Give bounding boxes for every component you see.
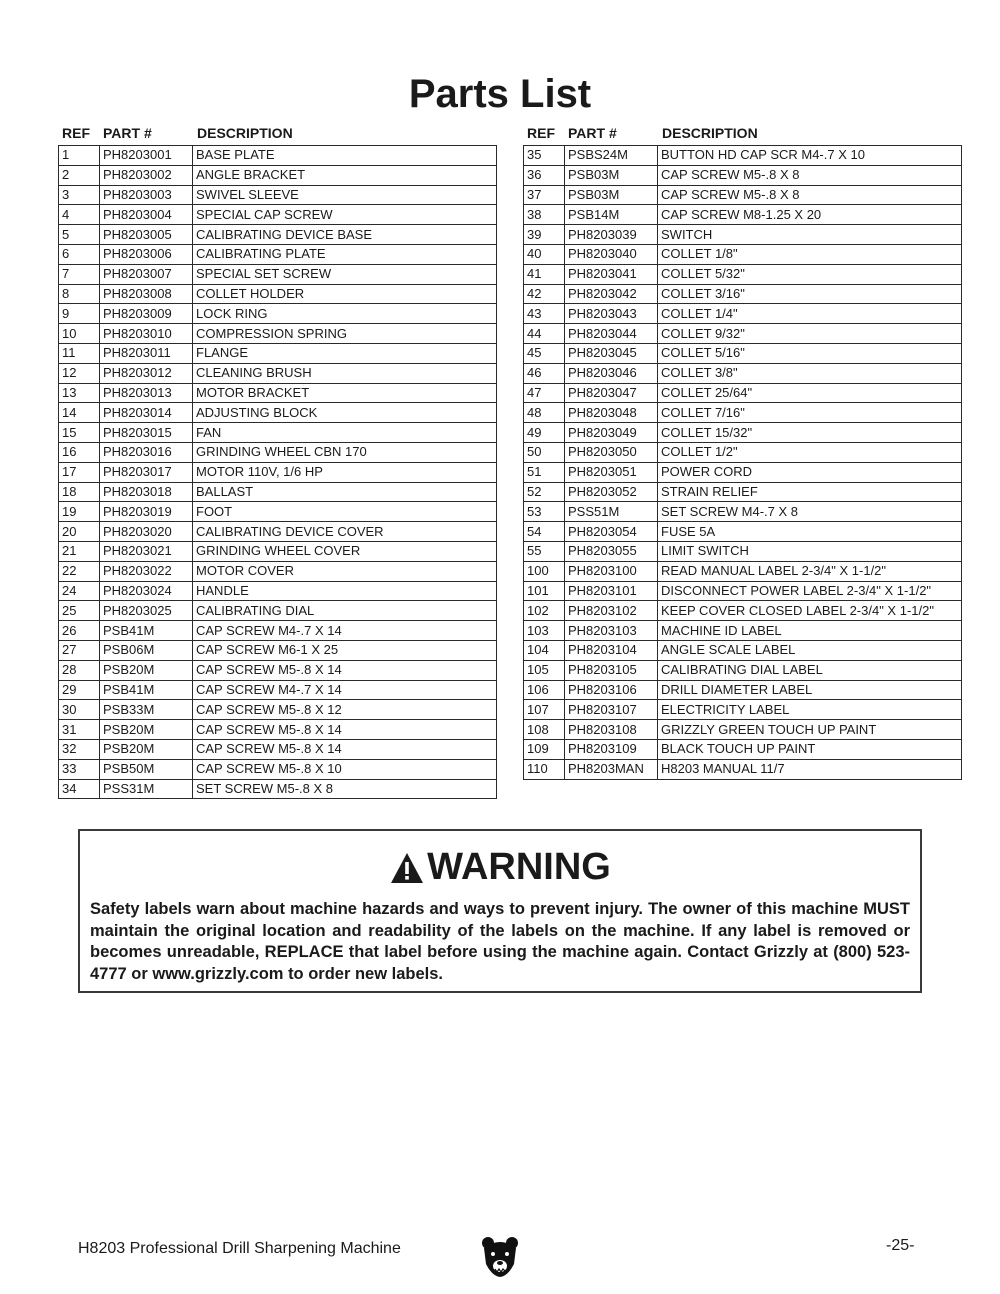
ref-cell: 12 [59, 363, 100, 383]
part-number-cell: PH8203016 [100, 442, 193, 462]
table-row [524, 462, 962, 482]
part-number-cell: PSS51M [565, 502, 658, 522]
ref-cell: 29 [59, 680, 100, 700]
part-number-cell: PH8203003 [100, 185, 193, 205]
part-number-cell: PH8203010 [100, 324, 193, 344]
description-cell: ELECTRICITY LABEL [658, 700, 962, 720]
table-row [59, 383, 497, 403]
ref-cell: 43 [524, 304, 565, 324]
description-cell: SET SCREW M5-.8 X 8 [193, 779, 497, 799]
table-row [59, 502, 497, 522]
table-row [59, 462, 497, 482]
ref-cell: 41 [524, 264, 565, 284]
table-row [59, 680, 497, 700]
table-row [524, 185, 962, 205]
description-cell: HANDLE [193, 581, 497, 601]
part-number-cell: PH8203008 [100, 284, 193, 304]
header-ref: REF [62, 125, 90, 141]
table-row [524, 442, 962, 462]
part-number-cell: PH8203019 [100, 502, 193, 522]
ref-cell: 36 [524, 165, 565, 185]
description-cell: READ MANUAL LABEL 2-3/4" X 1-1/2" [658, 561, 962, 581]
description-cell: CAP SCREW M5-.8 X 14 [193, 660, 497, 680]
ref-cell: 8 [59, 284, 100, 304]
ref-cell: 2 [59, 165, 100, 185]
description-cell: CALIBRATING DIAL LABEL [658, 660, 962, 680]
table-row [59, 343, 497, 363]
description-cell: BLACK TOUCH UP PAINT [658, 739, 962, 759]
ref-cell: 32 [59, 739, 100, 759]
part-number-cell: PSBS24M [565, 146, 658, 166]
ref-cell: 27 [59, 640, 100, 660]
part-number-cell: PH8203109 [565, 739, 658, 759]
table-row [524, 482, 962, 502]
table-row [59, 640, 497, 660]
ref-cell: 7 [59, 264, 100, 284]
ref-cell: 30 [59, 700, 100, 720]
table-header [523, 123, 962, 145]
description-cell: CAP SCREW M8-1.25 X 20 [658, 205, 962, 225]
table-row [524, 660, 962, 680]
table-row [59, 146, 497, 166]
description-cell: LOCK RING [193, 304, 497, 324]
part-number-cell: PH8203106 [565, 680, 658, 700]
part-number-cell: PH8203004 [100, 205, 193, 225]
ref-cell: 107 [524, 700, 565, 720]
part-number-cell: PH8203007 [100, 264, 193, 284]
table-row [524, 403, 962, 423]
part-number-cell: PH8203105 [565, 660, 658, 680]
description-cell: COLLET 1/2" [658, 442, 962, 462]
part-number-cell: PSB20M [100, 660, 193, 680]
description-cell: BASE PLATE [193, 146, 497, 166]
parts-table-left [58, 123, 497, 799]
part-number-cell: PH8203022 [100, 561, 193, 581]
description-cell: CAP SCREW M5-.8 X 8 [658, 185, 962, 205]
part-number-cell: PSB41M [100, 621, 193, 641]
grizzly-bear-logo-icon [480, 1236, 520, 1283]
description-cell: STRAIN RELIEF [658, 482, 962, 502]
table-row [524, 720, 962, 740]
table-row [59, 621, 497, 641]
ref-cell: 103 [524, 621, 565, 641]
page-number: -25- [886, 1237, 915, 1254]
page-title: Parts List [408, 72, 592, 116]
description-cell: DRILL DIAMETER LABEL [658, 680, 962, 700]
part-number-cell: PSB41M [100, 680, 193, 700]
description-cell: MOTOR COVER [193, 561, 497, 581]
description-cell: COLLET 25/64" [658, 383, 962, 403]
part-number-cell: PH8203MAN [565, 759, 658, 779]
table-row [59, 165, 497, 185]
ref-cell: 31 [59, 720, 100, 740]
description-cell: COLLET 3/16" [658, 284, 962, 304]
description-cell: CAP SCREW M5-.8 X 12 [193, 700, 497, 720]
description-cell: MOTOR BRACKET [193, 383, 497, 403]
table-row [59, 304, 497, 324]
description-cell: KEEP COVER CLOSED LABEL 2-3/4" X 1-1/2" [658, 601, 962, 621]
table-row [524, 225, 962, 245]
ref-cell: 38 [524, 205, 565, 225]
part-number-cell: PH8203042 [565, 284, 658, 304]
description-cell: COLLET 5/32" [658, 264, 962, 284]
description-cell: BUTTON HD CAP SCR M4-.7 X 10 [658, 146, 962, 166]
footer-manual-title: H8203 Professional Drill Sharpening Machine [78, 1240, 401, 1257]
warning-text: Safety labels warn about machine hazards and ways to prevent injury. The owner of this machine MUST maintain the original location and readability of the labels on the machine. If any label is removed or becomes unreadable, REPLACE that label before using the machine again. Contact Grizzly at (800) 523-4777 or www.grizzly.com to order new labels. [90, 900, 910, 983]
description-cell: FAN [193, 423, 497, 443]
table-row [524, 541, 962, 561]
ref-cell: 49 [524, 423, 565, 443]
part-number-cell: PH8203006 [100, 244, 193, 264]
warning-triangle-icon [389, 851, 425, 885]
ref-cell: 106 [524, 680, 565, 700]
table-row [59, 225, 497, 245]
table-row [59, 244, 497, 264]
table-row [524, 621, 962, 641]
part-number-cell: PH8203013 [100, 383, 193, 403]
table-row [524, 522, 962, 542]
ref-cell: 33 [59, 759, 100, 779]
description-cell: CAP SCREW M4-.7 X 14 [193, 621, 497, 641]
table-row [524, 680, 962, 700]
header-ref: REF [527, 125, 555, 141]
ref-cell: 3 [59, 185, 100, 205]
description-cell: CAP SCREW M5-.8 X 10 [193, 759, 497, 779]
table-row [59, 185, 497, 205]
part-number-cell: PSB20M [100, 720, 193, 740]
table-row [524, 561, 962, 581]
ref-cell: 13 [59, 383, 100, 403]
table-row [524, 264, 962, 284]
header-description: DESCRIPTION [197, 125, 293, 141]
part-number-cell: PH8203043 [565, 304, 658, 324]
description-cell: LIMIT SWITCH [658, 541, 962, 561]
part-number-cell: PH8203011 [100, 343, 193, 363]
description-cell: COLLET 1/4" [658, 304, 962, 324]
description-cell: COLLET 5/16" [658, 343, 962, 363]
description-cell: COLLET 7/16" [658, 403, 962, 423]
ref-cell: 40 [524, 244, 565, 264]
description-cell: COLLET 9/32" [658, 324, 962, 344]
part-number-cell: PH8203041 [565, 264, 658, 284]
description-cell: CAP SCREW M5-.8 X 14 [193, 720, 497, 740]
description-cell: ANGLE SCALE LABEL [658, 640, 962, 660]
part-number-cell: PH8203101 [565, 581, 658, 601]
part-number-cell: PH8203018 [100, 482, 193, 502]
table-row [59, 522, 497, 542]
ref-cell: 4 [59, 205, 100, 225]
table-row [59, 581, 497, 601]
table-row [59, 561, 497, 581]
description-cell: ADJUSTING BLOCK [193, 403, 497, 423]
ref-cell: 10 [59, 324, 100, 344]
description-cell: CALIBRATING PLATE [193, 244, 497, 264]
part-number-cell: PH8203046 [565, 363, 658, 383]
ref-cell: 51 [524, 462, 565, 482]
part-number-cell: PH8203024 [100, 581, 193, 601]
part-number-cell: PH8203104 [565, 640, 658, 660]
ref-cell: 17 [59, 462, 100, 482]
part-number-cell: PH8203021 [100, 541, 193, 561]
table-row [524, 423, 962, 443]
ref-cell: 104 [524, 640, 565, 660]
ref-cell: 16 [59, 442, 100, 462]
ref-cell: 19 [59, 502, 100, 522]
ref-cell: 14 [59, 403, 100, 423]
description-cell: SWITCH [658, 225, 962, 245]
ref-cell: 6 [59, 244, 100, 264]
ref-cell: 45 [524, 343, 565, 363]
description-cell: CAP SCREW M5-.8 X 8 [658, 165, 962, 185]
table-row [59, 324, 497, 344]
table-row [524, 739, 962, 759]
ref-cell: 52 [524, 482, 565, 502]
part-number-cell: PH8203054 [565, 522, 658, 542]
table-row [524, 284, 962, 304]
parts-table-right [523, 123, 962, 780]
table-row [59, 660, 497, 680]
table-row [59, 541, 497, 561]
ref-cell: 18 [59, 482, 100, 502]
part-number-cell: PH8203103 [565, 621, 658, 641]
table-row [524, 244, 962, 264]
description-cell: CALIBRATING DEVICE COVER [193, 522, 497, 542]
part-number-cell: PH8203051 [565, 462, 658, 482]
ref-cell: 1 [59, 146, 100, 166]
table-row [59, 601, 497, 621]
part-number-cell: PH8203015 [100, 423, 193, 443]
ref-cell: 42 [524, 284, 565, 304]
ref-cell: 11 [59, 343, 100, 363]
table-row [59, 442, 497, 462]
part-number-cell: PH8203012 [100, 363, 193, 383]
description-cell: H8203 MANUAL 11/7 [658, 759, 962, 779]
description-cell: DISCONNECT POWER LABEL 2-3/4" X 1-1/2" [658, 581, 962, 601]
description-cell: MACHINE ID LABEL [658, 621, 962, 641]
part-number-cell: PH8203049 [565, 423, 658, 443]
table-row [524, 146, 962, 166]
table-row [59, 423, 497, 443]
table-row [59, 403, 497, 423]
ref-cell: 55 [524, 541, 565, 561]
description-cell: BALLAST [193, 482, 497, 502]
description-cell: POWER CORD [658, 462, 962, 482]
description-cell: FOOT [193, 502, 497, 522]
description-cell: CLEANING BRUSH [193, 363, 497, 383]
table-row [59, 759, 497, 779]
ref-cell: 9 [59, 304, 100, 324]
part-number-cell: PSB03M [565, 185, 658, 205]
ref-cell: 108 [524, 720, 565, 740]
ref-cell: 15 [59, 423, 100, 443]
table-row [524, 700, 962, 720]
part-number-cell: PH8203001 [100, 146, 193, 166]
description-cell: GRINDING WHEEL COVER [193, 541, 497, 561]
description-cell: CAP SCREW M6-1 X 25 [193, 640, 497, 660]
part-number-cell: PH8203048 [565, 403, 658, 423]
ref-cell: 34 [59, 779, 100, 799]
part-number-cell: PH8203005 [100, 225, 193, 245]
description-cell: FUSE 5A [658, 522, 962, 542]
part-number-cell: PH8203009 [100, 304, 193, 324]
ref-cell: 39 [524, 225, 565, 245]
table-row [59, 720, 497, 740]
table-row [524, 165, 962, 185]
part-number-cell: PH8203045 [565, 343, 658, 363]
part-number-cell: PSB33M [100, 700, 193, 720]
ref-cell: 110 [524, 759, 565, 779]
ref-cell: 54 [524, 522, 565, 542]
description-cell: GRINDING WHEEL CBN 170 [193, 442, 497, 462]
ref-cell: 46 [524, 363, 565, 383]
table-row [524, 502, 962, 522]
part-number-cell: PH8203025 [100, 601, 193, 621]
part-number-cell: PH8203039 [565, 225, 658, 245]
part-number-cell: PH8203014 [100, 403, 193, 423]
description-cell: COLLET 3/8" [658, 363, 962, 383]
description-cell: CAP SCREW M5-.8 X 14 [193, 739, 497, 759]
ref-cell: 44 [524, 324, 565, 344]
table-row [59, 363, 497, 383]
description-cell: CALIBRATING DIAL [193, 601, 497, 621]
table-row [524, 304, 962, 324]
ref-cell: 100 [524, 561, 565, 581]
ref-cell: 101 [524, 581, 565, 601]
description-cell: GRIZZLY GREEN TOUCH UP PAINT [658, 720, 962, 740]
description-cell: COLLET 1/8" [658, 244, 962, 264]
table-row [59, 779, 497, 799]
table-row [524, 383, 962, 403]
warning-title: WARNING [427, 846, 611, 888]
ref-cell: 53 [524, 502, 565, 522]
description-cell: COMPRESSION SPRING [193, 324, 497, 344]
ref-cell: 50 [524, 442, 565, 462]
table-row [59, 284, 497, 304]
description-cell: FLANGE [193, 343, 497, 363]
part-number-cell: PH8203044 [565, 324, 658, 344]
table-row [524, 640, 962, 660]
ref-cell: 105 [524, 660, 565, 680]
ref-cell: 5 [59, 225, 100, 245]
table-header [58, 123, 497, 145]
ref-cell: 22 [59, 561, 100, 581]
description-cell: CALIBRATING DEVICE BASE [193, 225, 497, 245]
description-cell: SPECIAL SET SCREW [193, 264, 497, 284]
table-row [524, 601, 962, 621]
ref-cell: 25 [59, 601, 100, 621]
part-number-cell: PH8203050 [565, 442, 658, 462]
ref-cell: 109 [524, 739, 565, 759]
part-number-cell: PSB03M [565, 165, 658, 185]
part-number-cell: PSB14M [565, 205, 658, 225]
ref-cell: 28 [59, 660, 100, 680]
table-row [524, 324, 962, 344]
part-number-cell: PH8203047 [565, 383, 658, 403]
description-cell: COLLET HOLDER [193, 284, 497, 304]
header-part: PART # [568, 125, 617, 141]
header-part: PART # [103, 125, 152, 141]
ref-cell: 102 [524, 601, 565, 621]
description-cell: SET SCREW M4-.7 X 8 [658, 502, 962, 522]
description-cell: COLLET 15/32" [658, 423, 962, 443]
warning-heading [80, 846, 920, 889]
table-row [59, 205, 497, 225]
ref-cell: 20 [59, 522, 100, 542]
part-number-cell: PH8203017 [100, 462, 193, 482]
table-row [59, 739, 497, 759]
ref-cell: 26 [59, 621, 100, 641]
ref-cell: 48 [524, 403, 565, 423]
table-row [524, 205, 962, 225]
part-number-cell: PH8203108 [565, 720, 658, 740]
part-number-cell: PH8203107 [565, 700, 658, 720]
description-cell: CAP SCREW M4-.7 X 14 [193, 680, 497, 700]
ref-cell: 37 [524, 185, 565, 205]
part-number-cell: PSB20M [100, 739, 193, 759]
ref-cell: 24 [59, 581, 100, 601]
table-row [59, 700, 497, 720]
description-cell: SPECIAL CAP SCREW [193, 205, 497, 225]
part-number-cell: PSB06M [100, 640, 193, 660]
part-number-cell: PH8203100 [565, 561, 658, 581]
table-row [524, 759, 962, 779]
description-cell: MOTOR 110V, 1/6 HP [193, 462, 497, 482]
part-number-cell: PSB50M [100, 759, 193, 779]
ref-cell: 21 [59, 541, 100, 561]
table-row [524, 363, 962, 383]
part-number-cell: PH8203002 [100, 165, 193, 185]
table-row [524, 581, 962, 601]
table-row [524, 343, 962, 363]
table-row [59, 482, 497, 502]
part-number-cell: PH8203040 [565, 244, 658, 264]
ref-cell: 47 [524, 383, 565, 403]
part-number-cell: PH8203055 [565, 541, 658, 561]
part-number-cell: PSS31M [100, 779, 193, 799]
part-number-cell: PH8203052 [565, 482, 658, 502]
ref-cell: 35 [524, 146, 565, 166]
part-number-cell: PH8203102 [565, 601, 658, 621]
header-description: DESCRIPTION [662, 125, 758, 141]
part-number-cell: PH8203020 [100, 522, 193, 542]
description-cell: SWIVEL SLEEVE [193, 185, 497, 205]
description-cell: ANGLE BRACKET [193, 165, 497, 185]
warning-box [78, 829, 922, 993]
table-row [59, 264, 497, 284]
